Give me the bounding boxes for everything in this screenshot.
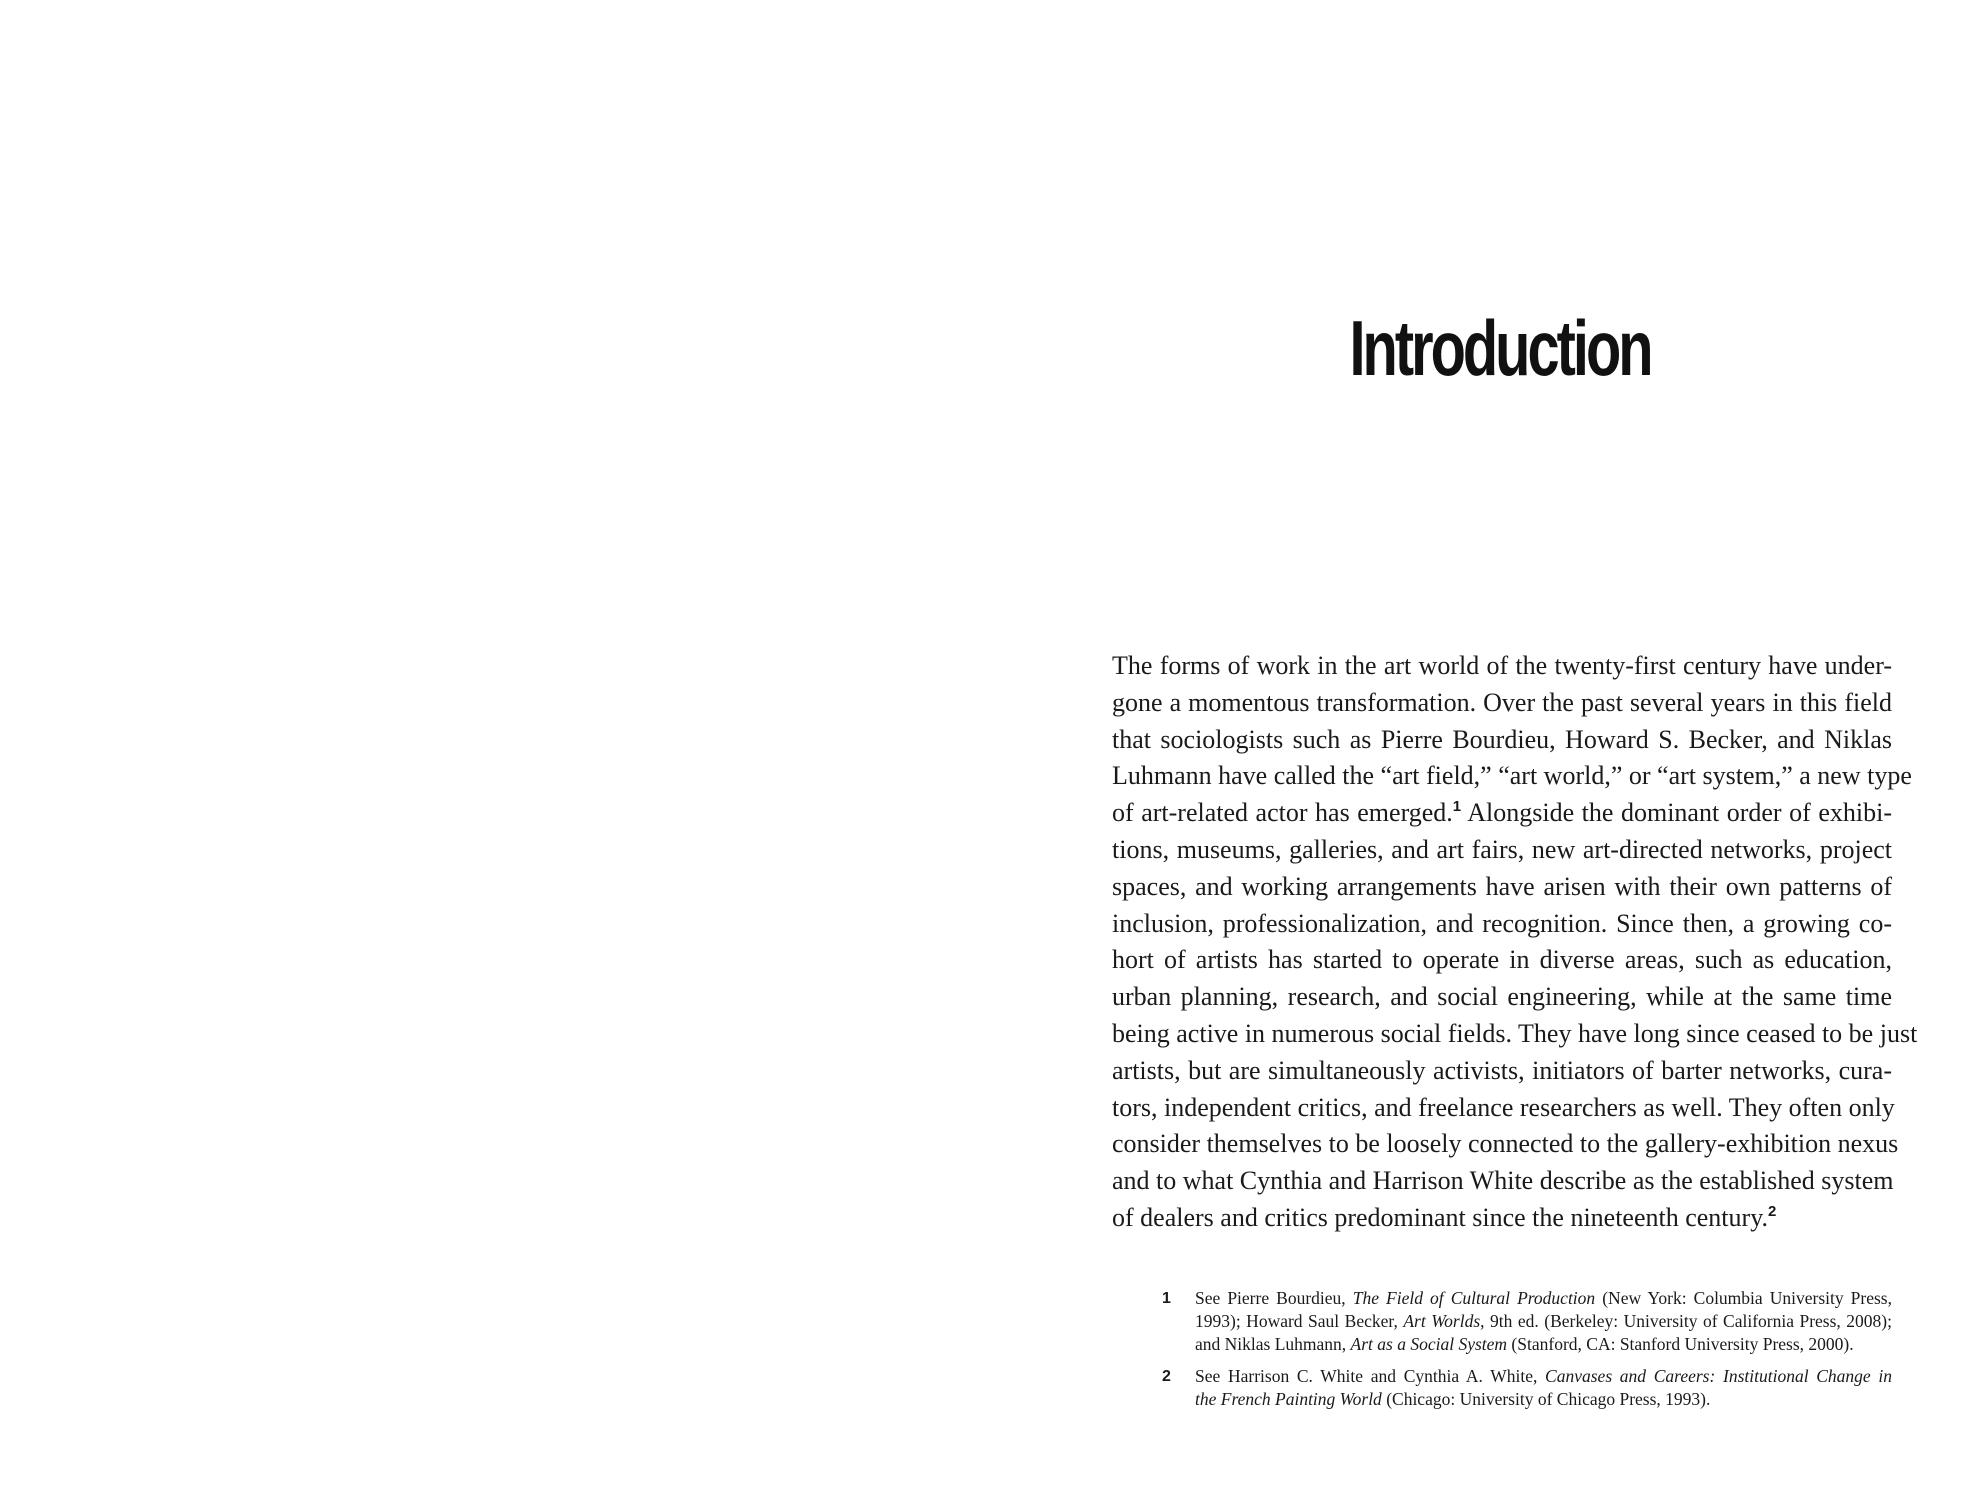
footnote-line	[1195, 1388, 1892, 1411]
body-text-segment: spaces, and working arrangements have arisen with their own patterns of	[1112, 871, 1892, 901]
footnote-line	[1195, 1287, 1892, 1310]
body-text-segment: hort of artists has started to operate in diverse areas, such as education,	[1112, 945, 1892, 975]
footnote-title-italic: Art Worlds	[1403, 1311, 1481, 1331]
footnote-number: 1	[1162, 1290, 1171, 1307]
body-text-segment: that sociologists such as Pierre Bourdieu, Howard S. Becker, and Niklas	[1112, 724, 1892, 754]
body-text-segment: and to what Cynthia and Harrison White describe as the established system	[1112, 1166, 1894, 1196]
body-line	[1112, 758, 1912, 795]
body-line	[1112, 1090, 1895, 1127]
footnote-title-italic: Art as a Social System	[1350, 1334, 1508, 1354]
footnote-text: and Niklas Luhmann,	[1195, 1334, 1351, 1354]
body-line	[1112, 795, 1892, 832]
body-line	[1112, 906, 1892, 943]
body-line	[1112, 685, 1892, 722]
body-text-segment: urban planning, research, and social engineering, while at the same time	[1112, 982, 1892, 1012]
body-line	[1112, 1053, 1892, 1090]
footnote-text: , 9th ed. (Berkeley: University of California Press, 2008);	[1480, 1311, 1892, 1331]
body-text-segment: tors, independent critics, and freelance researchers as well. They often only	[1112, 1092, 1895, 1122]
footnote-line	[1195, 1310, 1892, 1333]
body-text-segment: Luhmann have called the “art field,” “art world,” or “art system,” a new type	[1112, 761, 1912, 791]
footnote-line	[1195, 1365, 1892, 1388]
body-text-segment: artists, but are simultaneously activists, initiators of barter networks, cura-	[1112, 1055, 1892, 1085]
body-line	[1112, 942, 1892, 979]
body-line	[1112, 1163, 1892, 1200]
body-text-segment: of dealers and critics predominant since the nineteenth century.	[1112, 1202, 1769, 1232]
body-line	[1112, 1200, 1892, 1237]
body-line	[1112, 1016, 1918, 1053]
body-text-segment: tions, museums, galleries, and art fairs, new art-directed networks, project	[1112, 834, 1892, 864]
footnote-reference[interactable]: 1	[1452, 798, 1462, 816]
body-line	[1112, 869, 1892, 906]
footnote-title-italic: Canvases and Careers: Institutional Change in	[1545, 1366, 1892, 1386]
body-text-segment: consider themselves to be loosely connected to the gallery-exhibition nexus	[1112, 1129, 1899, 1159]
footnote-text: See Harrison C. White and Cynthia A. White,	[1195, 1366, 1546, 1386]
footnote-title-italic: the French Painting World	[1195, 1389, 1382, 1409]
footnote-text: (Stanford, CA: Stanford University Press, 2000).	[1507, 1334, 1854, 1354]
footnote-title-italic: The Field of Cultural Production	[1352, 1288, 1596, 1308]
footnote-1	[1162, 1287, 1892, 1356]
body-line	[1112, 722, 1892, 759]
body-paragraph	[1112, 648, 1918, 1237]
body-line	[1112, 648, 1892, 685]
chapter-title: Introduction	[1349, 304, 1651, 392]
footnote-line	[1195, 1333, 1892, 1356]
footnote-text: (New York: Columbia University Press,	[1595, 1288, 1892, 1308]
body-text-segment: of art-related actor has emerged.	[1112, 798, 1453, 828]
body-text-segment: Alongside the dominant order of exhibi-	[1461, 798, 1892, 828]
footnote-text: See Pierre Bourdieu,	[1195, 1288, 1353, 1308]
left-page-blank	[0, 0, 992, 1500]
body-text-segment: inclusion, professionalization, and recognition. Since then, a growing co-	[1112, 908, 1892, 938]
footnote-reference[interactable]: 2	[1768, 1202, 1777, 1220]
body-text-segment: gone a momentous transformation. Over the past several years in this field	[1112, 687, 1892, 717]
body-text-segment: being active in numerous social fields. They have long since ceased to be just	[1112, 1018, 1918, 1048]
footnote-text: (Chicago: University of Chicago Press, 1993).	[1381, 1389, 1711, 1409]
footnotes	[1162, 1287, 1892, 1420]
body-text-segment: The forms of work in the art world of the twenty-first century have under-	[1112, 651, 1892, 680]
body-line	[1112, 1126, 1899, 1163]
footnote-2	[1162, 1365, 1892, 1411]
footnote-text: 1993); Howard Saul Becker,	[1195, 1311, 1404, 1331]
body-line	[1112, 832, 1892, 869]
body-line	[1112, 979, 1892, 1016]
footnote-number: 2	[1162, 1368, 1171, 1385]
